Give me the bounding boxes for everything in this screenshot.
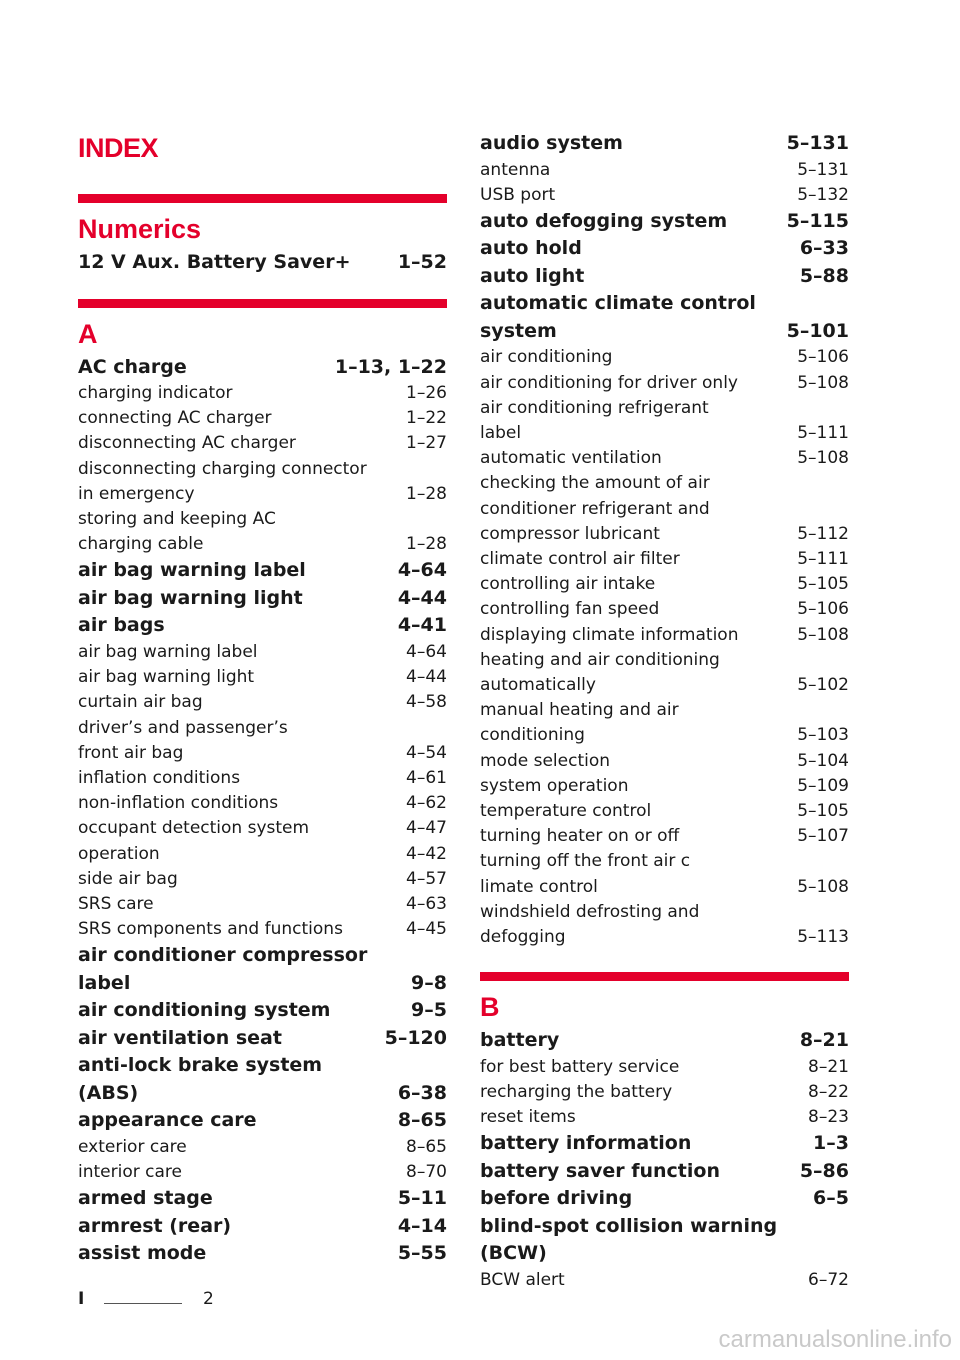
entry-text: air conditioning system <box>78 999 331 1022</box>
entry-page-ref: 8–21 <box>799 1029 849 1052</box>
index-subentry <box>480 471 849 547</box>
watermark: carmanualsonline.info <box>718 1326 952 1353</box>
index-subentry <box>78 716 447 766</box>
entry-page-ref: 4–57 <box>406 868 447 889</box>
entry-text: manual heating and air conditioning <box>480 700 679 746</box>
index-section <box>78 299 447 1268</box>
index-entry <box>78 997 447 1025</box>
index-subentry <box>480 900 849 950</box>
entry-page-ref: 1–13, 1–22 <box>334 355 447 378</box>
entry-text: air conditioning <box>480 347 613 368</box>
entry-page-ref: 1–28 <box>406 534 447 555</box>
entry-page-ref: 5–131 <box>797 159 849 180</box>
entry-text: appearance care <box>78 1109 257 1132</box>
entry-text: temperature control <box>480 801 652 822</box>
entry-text: displaying climate information <box>480 624 739 645</box>
entry-page-ref: 5–108 <box>797 372 849 393</box>
index-column-right <box>480 130 849 1293</box>
entry-text: air bags <box>78 614 165 637</box>
index-entry <box>78 1107 447 1135</box>
entry-text: air bag warning label <box>78 641 258 662</box>
entry-page-ref: 5–102 <box>797 675 849 696</box>
footer-divider <box>104 1303 182 1304</box>
entry-page-ref: 6–38 <box>397 1081 447 1104</box>
index-subentry <box>480 1105 849 1130</box>
entry-text: battery information <box>480 1132 692 1155</box>
index-subentry <box>480 648 849 698</box>
index-entry <box>78 612 447 640</box>
index-column-left <box>78 194 447 1268</box>
entry-text: 12 V Aux. Battery Saver+ <box>78 251 351 273</box>
section-divider-bar <box>78 299 447 308</box>
entry-text: disconnecting AC charger <box>78 433 296 454</box>
entry-page-ref: 5–108 <box>797 876 849 897</box>
index-subentry <box>480 345 849 370</box>
index-subentry <box>480 371 849 396</box>
index-subentry <box>480 158 849 183</box>
entry-page-ref: 4–64 <box>397 559 447 582</box>
index-entry <box>480 263 849 291</box>
entry-text: operation <box>78 843 160 864</box>
index-subentry <box>480 799 849 824</box>
entry-page-ref: 5–104 <box>797 750 849 771</box>
entry-text: exterior care <box>78 1136 187 1157</box>
entry-page-ref: 5–105 <box>797 574 849 595</box>
index-entry <box>480 1185 849 1213</box>
entry-page-ref: 1–27 <box>406 433 447 454</box>
entry-page-ref: 5–132 <box>797 184 849 205</box>
entry-text: storing and keeping AC charging cable <box>78 509 276 555</box>
entry-text: system operation <box>480 775 629 796</box>
section-heading: B <box>480 992 500 1023</box>
entry-text: occupant detection system <box>78 818 310 839</box>
entry-page-ref: 6–5 <box>813 1187 849 1210</box>
index-subentry <box>78 842 447 867</box>
entry-page-ref: 5–112 <box>797 523 849 544</box>
entry-page-ref: 5–106 <box>797 599 849 620</box>
footer-page-number: 2 <box>203 1289 214 1309</box>
index-subentry <box>78 457 447 507</box>
index-section <box>480 130 849 950</box>
entry-text: non-inflation conditions <box>78 793 279 814</box>
index-entry <box>78 354 447 382</box>
section-divider-bar <box>78 194 447 203</box>
index-subentry <box>480 396 849 446</box>
entry-page-ref: 5–108 <box>797 624 849 645</box>
entry-page-ref: 4–61 <box>406 767 447 788</box>
entry-text: curtain air bag <box>78 692 203 713</box>
entry-page-ref: 5–115 <box>786 209 849 232</box>
entry-page-ref: 4–62 <box>406 793 447 814</box>
index-subentry <box>480 1080 849 1105</box>
entry-text: charging indicator <box>78 383 233 403</box>
entry-text: air bag warning light <box>78 586 303 609</box>
index-subentry <box>480 698 849 748</box>
entry-page-ref: 5–120 <box>384 1026 447 1049</box>
entry-text: windshield defrosting and defogging <box>480 901 700 948</box>
entry-text: air bag warning label <box>78 559 306 582</box>
entry-page-ref: 1–3 <box>813 1132 849 1155</box>
index-entry <box>480 1158 849 1186</box>
entry-text: auto defogging system <box>480 209 728 232</box>
index-entry <box>78 1185 447 1213</box>
index-subentry <box>480 1268 849 1293</box>
entry-page-ref: 4–42 <box>406 843 447 864</box>
entry-page-ref: 4–63 <box>406 893 447 914</box>
index-subentry <box>480 597 849 622</box>
index-subentry <box>78 791 447 816</box>
index-entry <box>78 942 447 997</box>
entry-text: driver’s and passenger’s front air bag <box>78 717 288 763</box>
entry-text: turning heater on or off <box>480 826 680 847</box>
entry-text: controlling air intake <box>480 574 656 595</box>
entry-page-ref: 8–65 <box>406 1136 447 1157</box>
entry-text: AC charge <box>78 355 187 378</box>
index-entry <box>480 1130 849 1158</box>
entry-page-ref: 4–64 <box>406 641 447 662</box>
index-entry <box>78 1240 447 1268</box>
entry-page-ref: 1–26 <box>406 383 447 403</box>
entry-page-ref: 4–58 <box>406 692 447 713</box>
entry-page-ref: 4–14 <box>397 1214 447 1237</box>
index-subentry <box>480 1055 849 1080</box>
index-subentry <box>480 849 849 899</box>
index-subentry <box>78 867 447 892</box>
entry-text: air bag warning light <box>78 667 255 688</box>
index-entry <box>78 249 447 277</box>
entry-page-ref: 5–113 <box>797 927 849 948</box>
entry-page-ref: 8–65 <box>397 1109 447 1132</box>
page-title: INDEX <box>78 133 159 163</box>
section-divider-bar <box>480 972 849 981</box>
entry-page-ref: 8–21 <box>808 1056 849 1077</box>
entry-text: SRS components and functions <box>78 919 343 940</box>
entry-page-ref: 4–54 <box>406 742 447 763</box>
index-subentry <box>480 183 849 208</box>
entry-page-ref: 1–28 <box>406 483 447 504</box>
index-subentry <box>78 507 447 557</box>
entry-page-ref: 4–45 <box>406 919 447 940</box>
index-subentry <box>480 824 849 849</box>
entry-page-ref: 5–131 <box>786 132 849 154</box>
index-subentry <box>480 749 849 774</box>
index-subentry <box>480 572 849 597</box>
entry-text: air conditioner compressor label <box>78 944 368 994</box>
entry-text: for best battery service <box>480 1056 680 1077</box>
index-section <box>78 194 447 277</box>
entry-page-ref: 4–44 <box>406 667 447 688</box>
entry-text: BCW alert <box>480 1269 565 1290</box>
entry-text: SRS care <box>78 893 154 914</box>
index-subentry <box>78 766 447 791</box>
index-subentry <box>78 431 447 456</box>
index-entry <box>78 1025 447 1053</box>
index-subentry <box>480 623 849 648</box>
entry-text: auto light <box>480 264 585 287</box>
index-entry <box>78 1052 447 1107</box>
entry-page-ref: 5–106 <box>797 347 849 368</box>
entry-text: blind-spot collision warning (BCW) <box>480 1214 778 1265</box>
index-subentry <box>78 381 447 406</box>
index-subentry <box>78 1135 447 1160</box>
index-entry <box>480 1213 849 1268</box>
index-subentry <box>78 816 447 841</box>
index-subentry <box>78 690 447 715</box>
entry-page-ref: 9–5 <box>411 999 447 1022</box>
index-subentry <box>78 1160 447 1185</box>
index-subentry <box>78 665 447 690</box>
entry-text: automatic climate control system <box>480 292 756 342</box>
entry-page-ref: 4–44 <box>397 586 447 609</box>
entry-page-ref: 6–33 <box>799 237 849 260</box>
entry-page-ref: 5–111 <box>797 549 849 570</box>
entry-text: USB port <box>480 184 556 205</box>
footer-section-letter: I <box>78 1289 85 1309</box>
entry-text: armrest (rear) <box>78 1214 232 1237</box>
entry-text: armed stage <box>78 1187 213 1210</box>
index-subentry <box>480 547 849 572</box>
index-subentry <box>78 406 447 431</box>
index-entry <box>480 235 849 263</box>
entry-text: automatic ventilation <box>480 448 662 469</box>
entry-text: air conditioning refrigerant label <box>480 397 709 444</box>
entry-text: reset items <box>480 1107 576 1128</box>
entry-page-ref: 4–41 <box>397 614 447 637</box>
entry-text: before driving <box>480 1187 633 1210</box>
index-subentry <box>480 774 849 799</box>
entry-text: climate control air filter <box>480 549 680 570</box>
entry-text: anti-lock brake system (ABS) <box>78 1054 323 1104</box>
entry-page-ref: 5–108 <box>797 448 849 469</box>
entry-text: battery saver function <box>480 1159 720 1182</box>
entry-page-ref: 4–47 <box>406 818 447 839</box>
entry-text: recharging the battery <box>480 1081 673 1102</box>
entry-text: air conditioning for driver only <box>480 372 738 393</box>
entry-text: air ventilation seat <box>78 1026 282 1049</box>
index-subentry <box>480 446 849 471</box>
entry-text: audio system <box>480 132 623 154</box>
entry-text: auto hold <box>480 237 582 260</box>
entry-text: assist mode <box>78 1242 207 1265</box>
index-entry <box>480 130 849 158</box>
entry-page-ref: 5–103 <box>797 725 849 746</box>
entry-page-ref: 5–101 <box>786 319 849 342</box>
entry-page-ref: 5–11 <box>397 1187 447 1210</box>
entry-text: connecting AC charger <box>78 408 272 429</box>
index-entry <box>480 290 849 345</box>
entry-page-ref: 9–8 <box>411 971 447 994</box>
entry-text: antenna <box>480 159 551 180</box>
entry-page-ref: 6–72 <box>808 1269 849 1290</box>
entry-page-ref: 1–22 <box>406 408 447 429</box>
entry-page-ref: 8–70 <box>406 1162 447 1183</box>
entry-text: disconnecting charging connector in emergency <box>78 458 367 504</box>
index-entry <box>480 208 849 236</box>
entry-page-ref: 8–23 <box>808 1107 849 1128</box>
index-subentry <box>78 892 447 917</box>
entry-page-ref: 5–109 <box>797 775 849 796</box>
entry-page-ref: 5–107 <box>797 826 849 847</box>
entry-text: controlling fan speed <box>480 599 660 620</box>
entry-text: mode selection <box>480 750 611 771</box>
section-heading: Numerics <box>78 214 202 244</box>
section-heading: A <box>78 318 98 349</box>
entry-text: turning off the front air c limate control <box>480 851 691 897</box>
index-entry <box>480 1027 849 1055</box>
entry-text: side air bag <box>78 868 178 889</box>
entry-page-ref: 5–111 <box>797 423 849 444</box>
index-subentry <box>78 917 447 942</box>
index-subentry <box>78 640 447 665</box>
index-section <box>480 972 849 1293</box>
entry-page-ref: 5–105 <box>797 801 849 822</box>
entry-text: inflation conditions <box>78 767 241 788</box>
entry-text: battery <box>480 1029 560 1052</box>
entry-page-ref: 8–22 <box>808 1081 849 1102</box>
entry-text: interior care <box>78 1162 182 1183</box>
index-entry <box>78 1213 447 1241</box>
index-entry <box>78 557 447 585</box>
entry-page-ref: 1–52 <box>397 251 447 273</box>
entry-text: checking the amount of air conditioner refrigerant and compressor lubricant <box>480 473 710 544</box>
entry-page-ref: 5–88 <box>799 264 849 287</box>
index-entry <box>78 585 447 613</box>
entry-page-ref: 5–55 <box>397 1242 447 1265</box>
entry-page-ref: 5–86 <box>799 1159 849 1182</box>
entry-text: heating and air conditioning automatically <box>480 649 720 696</box>
